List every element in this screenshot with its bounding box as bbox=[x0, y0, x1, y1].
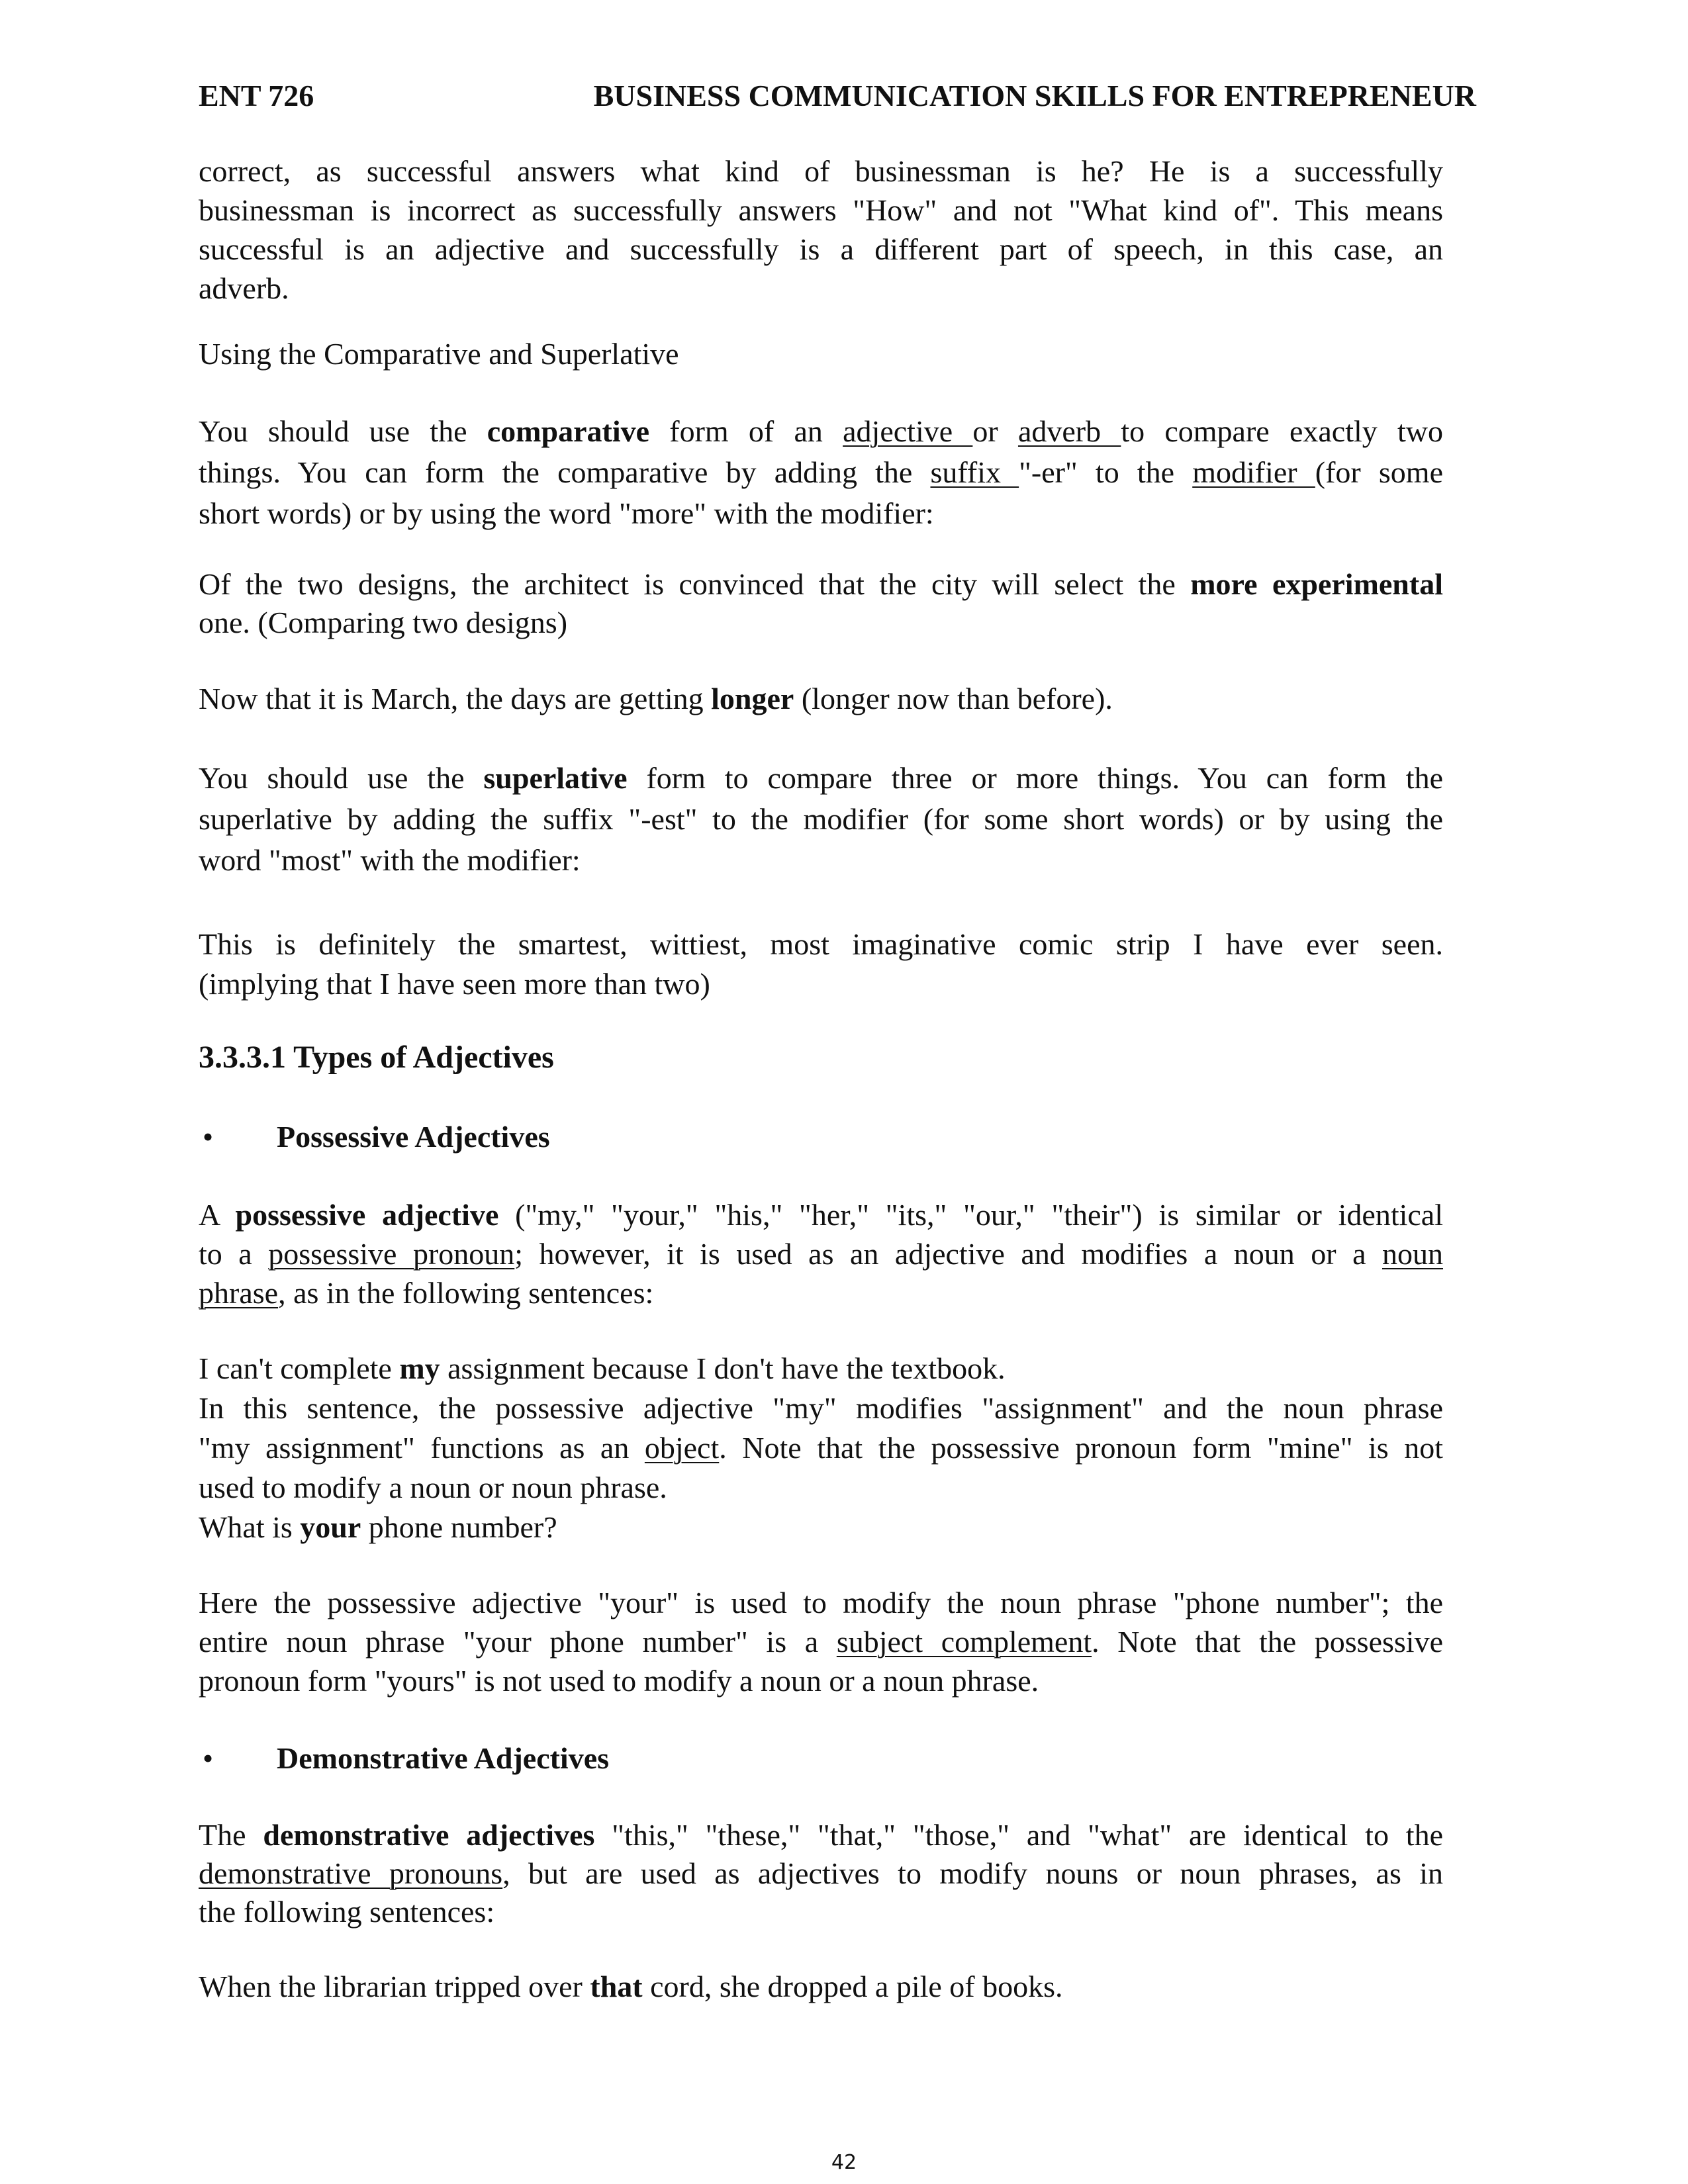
paragraph-line: used to modify a noun or noun phrase. bbox=[199, 1471, 667, 1504]
paragraph-line: In this sentence, the possessive adjective "my" modifies "assignment" and the noun phrase bbox=[199, 1391, 1443, 1425]
paragraph-line: superlative by adding the suffix "-est" to the modifier (for some short words) or by using the bbox=[199, 802, 1443, 836]
example-line: I can't complete my assignment because I don't have the textbook. bbox=[199, 1351, 1006, 1385]
bullet-icon: • bbox=[203, 1120, 214, 1154]
paragraph-line: the following sentences: bbox=[199, 1895, 495, 1929]
example-line: Now that it is March, the days are getting longer (longer now than before). bbox=[199, 682, 1113, 715]
section-title: Using the Comparative and Superlative bbox=[199, 337, 679, 371]
paragraph-line: The demonstrative adjectives "this," "these," "that," "those," and "what" are identical to the bbox=[199, 1818, 1443, 1852]
page-number: 42 bbox=[831, 2151, 857, 2174]
paragraph-line: entire noun phrase "your phone number" is a subject complement. Note that the possessive bbox=[199, 1625, 1444, 1659]
paragraph-line: Here the possessive adjective "your" is used to modify the noun phrase "phone number"; the bbox=[199, 1586, 1443, 1619]
example-line: one. (Comparing two designs) bbox=[199, 606, 568, 639]
example-line: When the librarian tripped over that cord, she dropped a pile of books. bbox=[199, 1970, 1063, 2003]
paragraph-line: to a possessive pronoun; however, it is used as an adjective and modifies a noun or a noun bbox=[199, 1237, 1443, 1271]
paragraph-line: demonstrative pronouns, but are used as adjectives to modify nouns or noun phrases, as in bbox=[199, 1856, 1443, 1890]
paragraph-line: adverb. bbox=[199, 271, 289, 305]
link-subject-complement[interactable]: subject complement bbox=[836, 1625, 1092, 1659]
link-suffix[interactable]: suffix bbox=[930, 455, 1019, 489]
link-demonstrative-pronouns[interactable]: demonstrative pronouns bbox=[199, 1856, 503, 1890]
bullet-icon: • bbox=[203, 1741, 214, 1775]
paragraph-line: successful is an adjective and successfully is a different part of speech, in this case, an bbox=[199, 232, 1443, 266]
document-page bbox=[199, 0, 1476, 2184]
subheading: 3.3.3.1 Types of Adjectives bbox=[199, 1040, 554, 1075]
link-object[interactable]: object bbox=[644, 1431, 720, 1465]
bullet-label: Demonstrative Adjectives bbox=[277, 1741, 610, 1775]
bullet-label: Possessive Adjectives bbox=[277, 1120, 550, 1154]
link-noun-phrase[interactable]: noun bbox=[1382, 1237, 1443, 1271]
example-line: Of the two designs, the architect is convinced that the city will select the more experimental bbox=[199, 567, 1443, 601]
link-adverb[interactable]: adverb bbox=[1017, 414, 1121, 448]
example-line: What is your phone number? bbox=[199, 1510, 557, 1544]
link-possessive-pronoun[interactable]: possessive pronoun bbox=[268, 1237, 515, 1271]
paragraph-line: pronoun form "yours" is not used to modify a noun or a noun phrase. bbox=[199, 1664, 1039, 1698]
course-title: BUSINESS COMMUNICATION SKILLS FOR ENTREPRENEUR bbox=[593, 79, 1476, 113]
paragraph-line: You should use the superlative form to compare three or more things. You can form the bbox=[199, 761, 1443, 795]
link-modifier[interactable]: modifier bbox=[1192, 455, 1315, 489]
paragraph-line: You should use the comparative form of an adjective or adverb to compare exactly two bbox=[199, 414, 1443, 448]
course-code: ENT 726 bbox=[199, 79, 314, 113]
paragraph-line: "my assignment" functions as an object. Note that the possessive pronoun form "mine" is not bbox=[199, 1431, 1443, 1465]
example-line: (implying that I have seen more than two) bbox=[199, 967, 710, 1001]
paragraph-line: short words) or by using the word "more" with the modifier: bbox=[199, 496, 934, 530]
example-line: This is definitely the smartest, wittiest, most imaginative comic strip I have ever seen. bbox=[199, 927, 1443, 961]
page-header bbox=[199, 78, 1476, 118]
paragraph-line: A possessive adjective ("my," "your," "his," "her," "its," "our," "their") is similar or identical bbox=[199, 1198, 1444, 1232]
paragraph-line: word "most" with the modifier: bbox=[199, 843, 581, 877]
paragraph-line: businessman is incorrect as successfully answers "How" and not "What kind of". This means bbox=[199, 193, 1443, 227]
paragraph-line: phrase, as in the following sentences: bbox=[199, 1276, 654, 1310]
paragraph-line: things. You can form the comparative by adding the suffix "-er" to the modifier (for some bbox=[199, 455, 1443, 489]
link-adjective[interactable]: adjective bbox=[843, 414, 973, 448]
link-noun-phrase[interactable]: phrase bbox=[199, 1276, 279, 1310]
paragraph-line: correct, as successful answers what kind of businessman is he? He is a successfully bbox=[199, 154, 1443, 188]
